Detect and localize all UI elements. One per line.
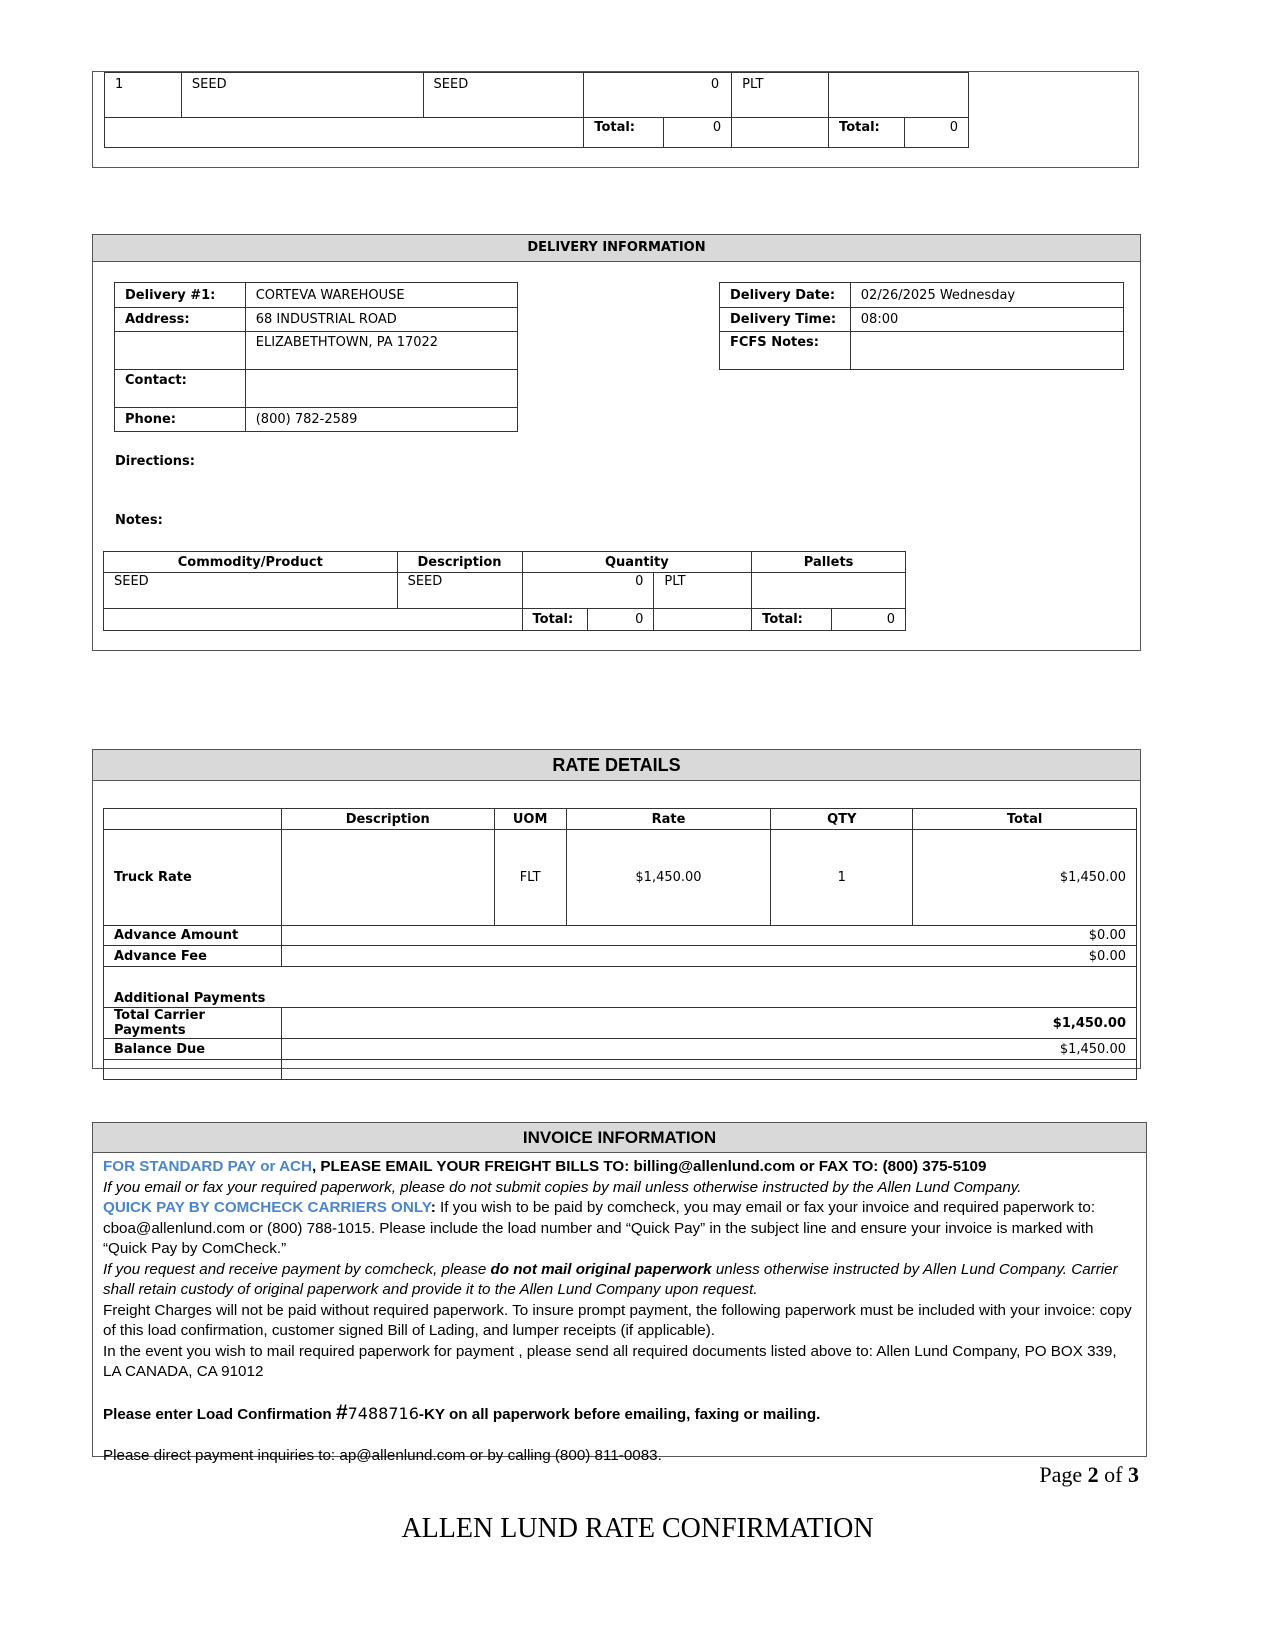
invoice-information-header: INVOICE INFORMATION — [93, 1123, 1146, 1153]
page-number — [1039, 1462, 1139, 1488]
quick-pay-heading: QUICK PAY BY COMCHECK CARRIERS ONLY — [103, 1199, 431, 1216]
mail-address-note: In the event you wish to mail required paperwork for payment , please send all required documents listed above to: Allen Lund Company, PO BOX 339, LA CANADA, CA 91012 — [103, 1342, 1117, 1380]
comcheck-note-c: unless otherwise instructed by Allen Lund Company. Carrier shall retain custody of original paperwork and provide it to the Allen Lund Company upon request. — [103, 1260, 1118, 1298]
truck-rate-uom: FLT — [494, 830, 566, 926]
truck-rate-total: $1,450.00 — [913, 830, 1137, 926]
load-confirmation-number: 7488716 — [347, 1403, 419, 1423]
address-label-blank — [115, 332, 246, 370]
uom-cell: PLT — [654, 573, 752, 609]
notes-label: Notes: — [115, 513, 163, 528]
delivery-date-label: Delivery Date: — [720, 283, 851, 308]
rate-blank-value — [281, 1060, 1136, 1080]
payment-inquiries-note: Please direct payment inquiries to: ap@allenlund.com or by calling (800) 811-0083. — [103, 1447, 662, 1464]
rate-blank-label — [104, 1060, 282, 1080]
invoice-instructions — [103, 1157, 1136, 1467]
commodity-header: Commodity/Product — [104, 552, 398, 573]
quick-pay-colon: : — [430, 1199, 436, 1216]
standard-pay-line — [103, 1157, 1136, 1178]
truck-rate-qty: 1 — [771, 830, 913, 926]
page-total: 3 — [1128, 1462, 1139, 1487]
additional-payments-label: Additional Payments — [104, 967, 1137, 1008]
advance-fee-label: Advance Fee — [104, 946, 282, 967]
contact-label: Contact: — [115, 370, 246, 408]
rate-details-table — [103, 808, 1137, 1080]
qty-total-label: Total: — [522, 609, 588, 631]
pallets-header: Pallets — [752, 552, 906, 573]
delivery-date-value: 02/26/2025 Wednesday — [850, 283, 1123, 308]
pickup-commodity-section — [92, 71, 1139, 168]
balance-due-value: $1,450.00 — [281, 1039, 1136, 1060]
total-carrier-payments-value: $1,450.00 — [281, 1008, 1136, 1039]
advance-amount-label: Advance Amount — [104, 926, 282, 946]
pickup-commodity-table — [104, 72, 969, 148]
delivery-location-table — [114, 282, 518, 432]
comcheck-note-emphasis: do not mail original paperwork — [490, 1260, 712, 1278]
rate-uom-header: UOM — [494, 809, 566, 830]
pallets-cell — [829, 73, 969, 118]
contact-value — [245, 370, 517, 408]
delivery-name: CORTEVA WAREHOUSE — [245, 283, 517, 308]
qty-total-value: 0 — [664, 118, 732, 148]
load-confirmation-b: -KY on all paperwork before emailing, faxing or mailing. — [418, 1405, 821, 1423]
commodity-cell: SEED — [181, 73, 423, 118]
address-line-2: ELIZABETHTOWN, PA 17022 — [245, 332, 517, 370]
advance-amount-value: $0.00 — [281, 926, 1136, 946]
row-number: 1 — [105, 73, 182, 118]
pallets-total-label: Total: — [752, 609, 832, 631]
balance-due-label: Balance Due — [104, 1039, 282, 1060]
commodity-cell: SEED — [104, 573, 398, 609]
email-fax-note: If you email or fax your required paperwork, please do not submit copies by mail unless otherwise instructed by the Allen Lund Company. — [103, 1178, 1022, 1196]
uom-total-blank — [654, 609, 752, 631]
description-header: Description — [397, 552, 522, 573]
quantity-header: Quantity — [522, 552, 752, 573]
invoice-information-section — [92, 1122, 1147, 1464]
delivery-commodity-table — [103, 551, 906, 631]
comcheck-note — [103, 1260, 1136, 1301]
pallets-total-value: 0 — [905, 118, 969, 148]
fcfs-notes-label: FCFS Notes: — [720, 332, 851, 370]
qty-total-label: Total: — [584, 118, 664, 148]
pallets-total-label: Total: — [829, 118, 905, 148]
delivery-number-label: Delivery #1: — [115, 283, 246, 308]
load-confirmation-note — [103, 1400, 1136, 1426]
rate-description-header: Description — [281, 809, 494, 830]
total-spacer — [104, 609, 523, 631]
advance-fee-value: $0.00 — [281, 946, 1136, 967]
address-label: Address: — [115, 308, 246, 332]
uom-total-blank — [732, 118, 829, 148]
delivery-information-section — [92, 234, 1141, 651]
truck-rate-description — [281, 830, 494, 926]
delivery-time-label: Delivery Time: — [720, 308, 851, 332]
document-title: ALLEN LUND RATE CONFIRMATION — [401, 1513, 874, 1544]
pallets-cell — [752, 573, 906, 609]
qty-total-value: 0 — [588, 609, 654, 631]
pallets-total-value: 0 — [832, 609, 906, 631]
delivery-schedule-table — [719, 282, 1124, 370]
rate-header-blank — [104, 809, 282, 830]
freight-charges-note: Freight Charges will not be paid without required paperwork. To insure prompt payment, the following paperwork must be included with your invoice: copy of this load confirmation, customer signed Bill of Lading, and lumper receipts (if applicable). — [103, 1301, 1132, 1339]
truck-rate-rate: $1,450.00 — [566, 830, 771, 926]
standard-pay-heading: FOR STANDARD PAY or ACH — [103, 1158, 312, 1175]
total-spacer — [105, 118, 584, 148]
rate-rate-header: Rate — [566, 809, 771, 830]
quick-pay-paragraph — [103, 1198, 1136, 1260]
load-confirmation-a: Please enter Load Confirmation — [103, 1405, 336, 1423]
phone-label: Phone: — [115, 408, 246, 432]
truck-rate-label: Truck Rate — [104, 830, 282, 926]
page-current: 2 — [1087, 1462, 1099, 1487]
page-of: of — [1098, 1462, 1128, 1487]
directions-label: Directions: — [115, 454, 195, 469]
standard-pay-text: , PLEASE EMAIL YOUR FREIGHT BILLS TO: billing@allenlund.com or FAX TO: (800) 375-5109 — [311, 1158, 987, 1175]
description-cell: SEED — [423, 73, 584, 118]
delivery-information-header: DELIVERY INFORMATION — [93, 235, 1140, 262]
rate-details-section — [92, 749, 1141, 1069]
page-prefix: Page — [1039, 1462, 1088, 1487]
description-cell: SEED — [397, 573, 522, 609]
delivery-time-value: 08:00 — [850, 308, 1123, 332]
rate-qty-header: QTY — [771, 809, 913, 830]
quantity-cell: 0 — [522, 573, 654, 609]
load-confirmation-hash: # — [335, 1400, 348, 1424]
address-line-1: 68 INDUSTRIAL ROAD — [245, 308, 517, 332]
uom-cell: PLT — [732, 73, 829, 118]
quantity-cell: 0 — [584, 73, 732, 118]
comcheck-note-a: If you request and receive payment by comcheck, please — [103, 1260, 491, 1278]
phone-value: (800) 782-2589 — [245, 408, 517, 432]
total-carrier-payments-label: Total Carrier Payments — [104, 1008, 282, 1039]
rate-total-header: Total — [913, 809, 1137, 830]
rate-details-header: RATE DETAILS — [93, 750, 1140, 781]
quick-pay-text: If you wish to be paid by comcheck, you may email or fax your invoice and required paperwork to: cboa@allenlund.com or (800) 788-1015. Please include the load number and “Quick Pay” in the subject line and ensure your invoice is marked with “Quick Pay by ComCheck.” — [103, 1199, 1096, 1257]
fcfs-notes-value — [850, 332, 1123, 370]
